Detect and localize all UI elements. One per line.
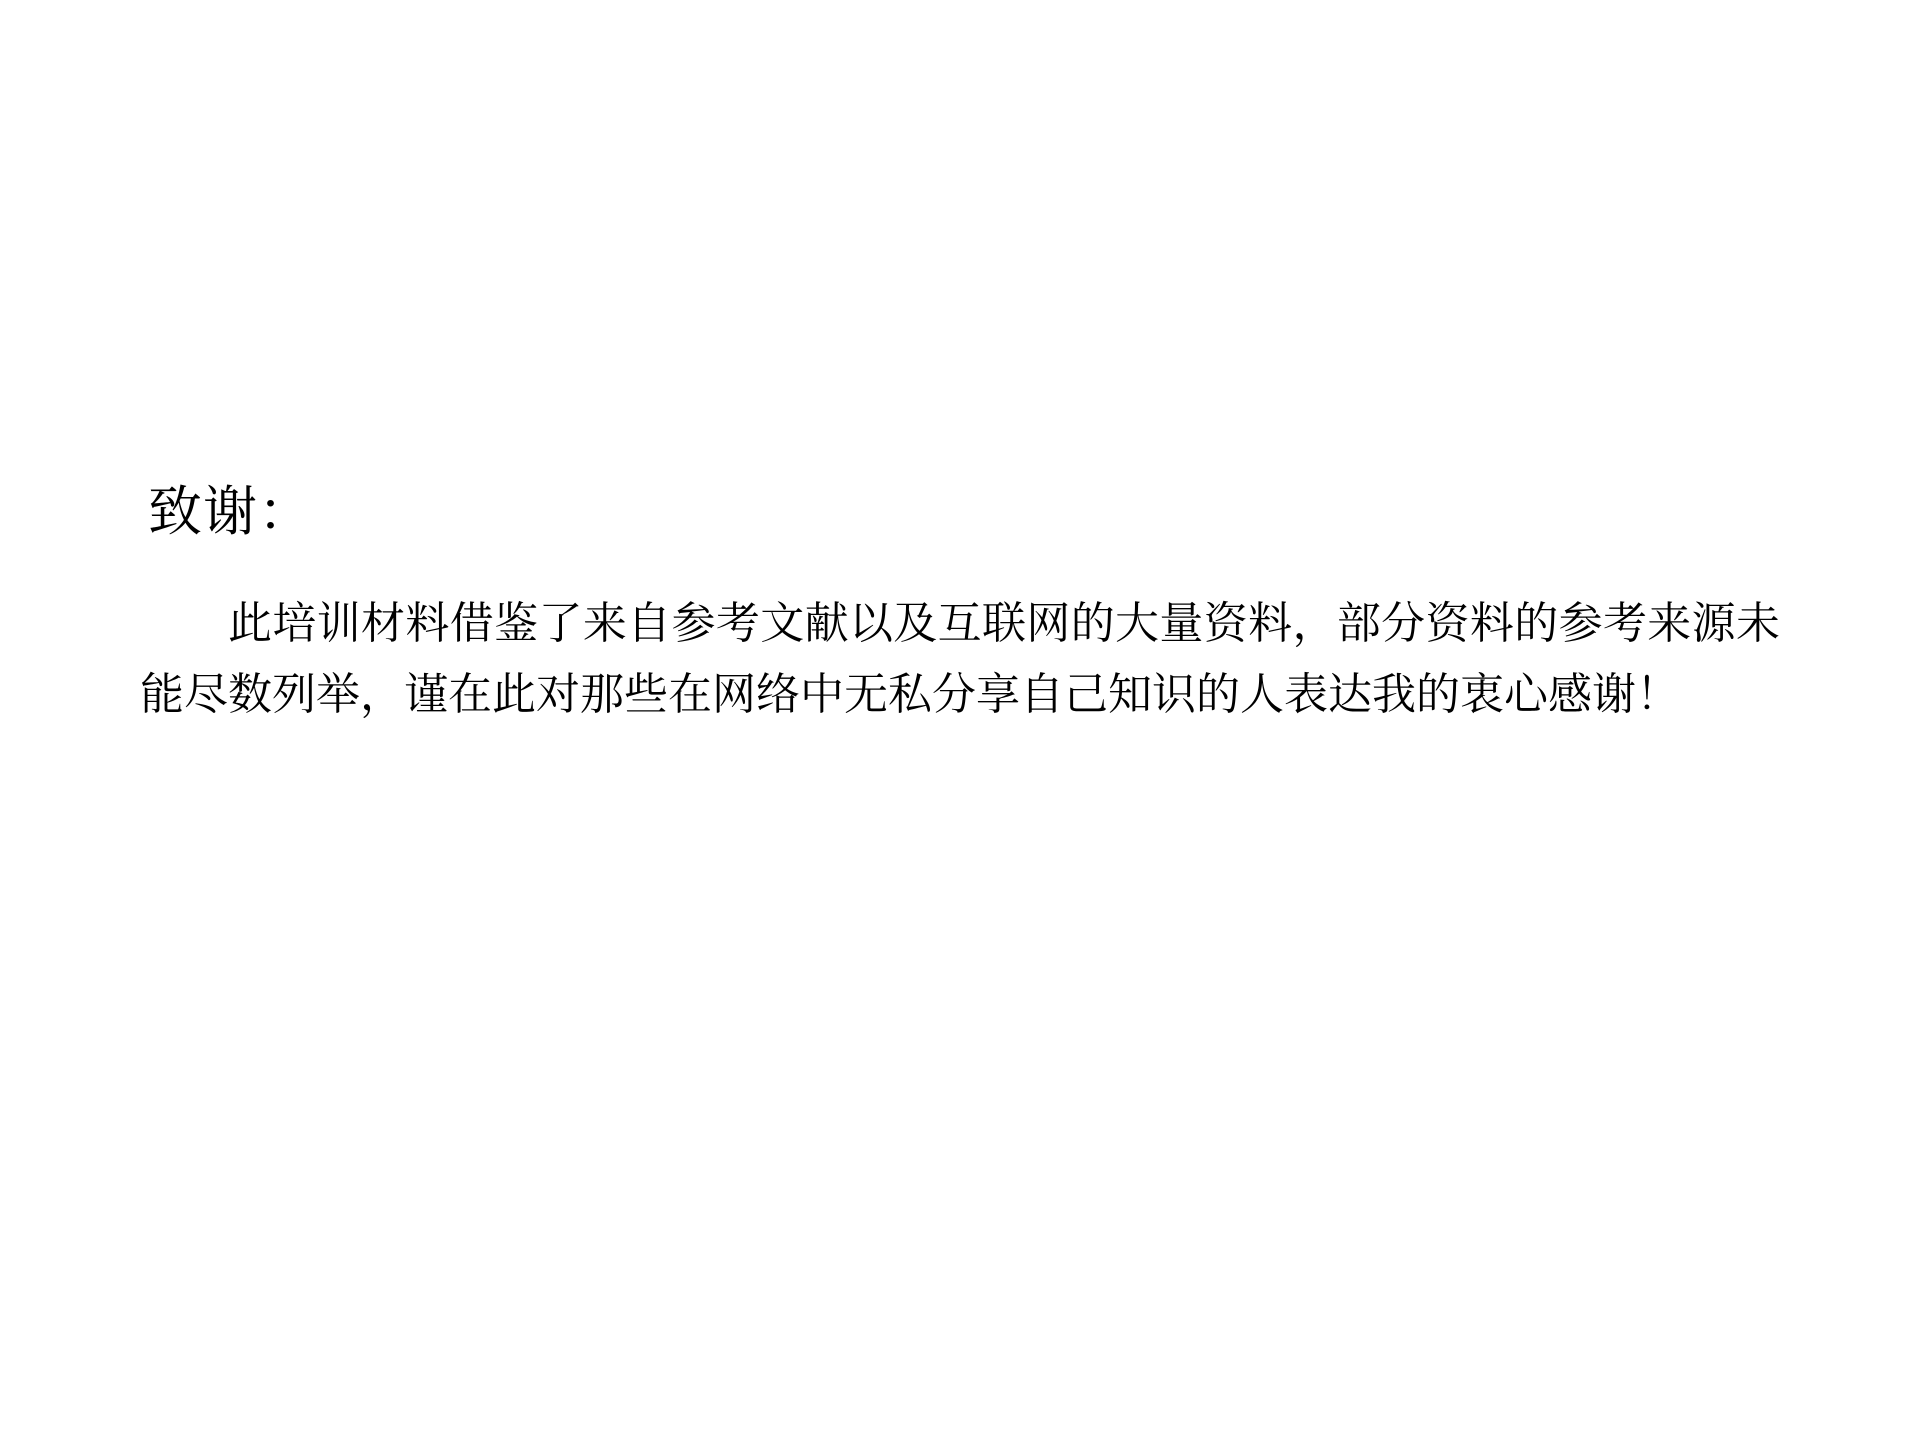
acknowledgement-paragraph: 此培训材料借鉴了来自参考文献以及互联网的大量资料，部分资料的参考来源未能尽数列举，谨在此对那些在网络中无私分享自己知识的人表达我的衷心感谢！ — [140, 598, 1780, 721]
page-title: 致谢： — [148, 480, 313, 543]
